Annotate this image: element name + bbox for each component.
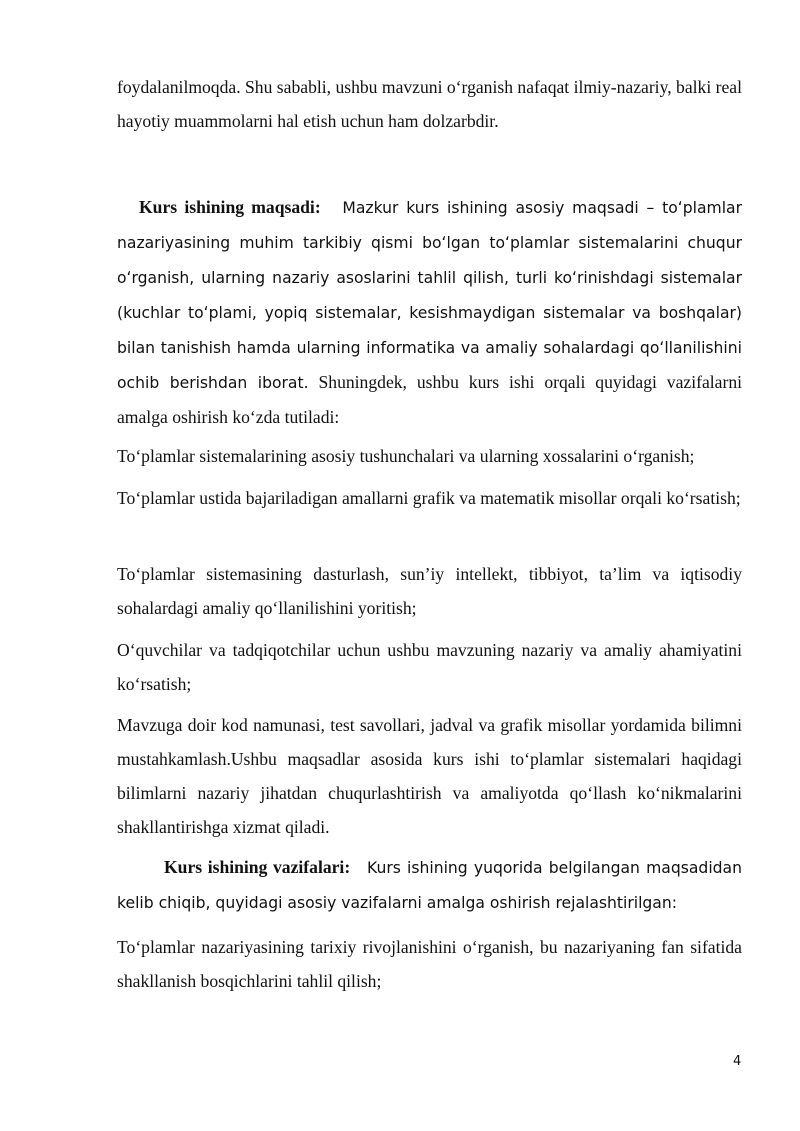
page-number: 4 xyxy=(733,1054,742,1069)
goal-body-sans: Mazkur kurs ishining asosiy maqsadi – toʻplamlar nazariyasining muhim tarkibiy qismi boʻlgan toʻplamlar sistemalarini chuqur oʻrganish, ularning nazariy asoslarini tahlil qilish, turli koʻrinishdagi sistemalar (kuchlar toʻplami, yopiq sistemalar, kesishmaydigan sistemalar va boshqalar) bilan tanishish hamda ularning informatika va amaliy sohalardagi qoʻllanilishini ochib berishdan iborat. xyxy=(117,199,742,392)
goal-item-5: Mavzuga doir kod namunasi, test savollari, jadval va grafik misollar yordamida bilimni mustahkamlash.Ushbu maqsadlar asosida kurs ishi to‘plamlar sistemalari haqidagi bilimlarni nazariy jihatdan chuqurlashtirish va amaliyotda qo‘llash ko‘nikmalarini shakllantirishga xizmat qiladi. xyxy=(117,715,742,837)
task-item-1: To‘plamlar nazariyasining tarixiy rivojlanishini o‘rganish, bu nazariyaning fan sifatida shakllanish bosqichlarini tahlil qilish; xyxy=(117,937,742,991)
tasks-paragraph xyxy=(117,850,742,920)
goal-item-2: To‘plamlar ustida bajariladigan amallarni grafik va matematik misollar orqali ko‘rsatish; xyxy=(117,488,741,508)
intro-paragraph: foydalanilmoqda. Shu sababli, ushbu mavzuni o‘rganish nafaqat ilmiy-nazariy, balki real hayotiy muammolarni hal etish uchun ham dolzarbdir. xyxy=(117,77,742,131)
goal-heading: Kurs ishining maqsadi: xyxy=(139,197,321,217)
goal-item-1: To‘plamlar sistemalarining asosiy tushunchalari va ularning xossalarini o‘rganish; xyxy=(117,446,695,466)
tasks-heading: Kurs ishining vazifalari: xyxy=(164,857,351,877)
goal-item-3: To‘plamlar sistemasining dasturlash, sun’iy intellekt, tibbiyot, ta’lim va iqtisodiy sohalardagi amaliy qo‘llanilishini yoritish; xyxy=(117,564,742,618)
goal-item-4: O‘quvchilar va tadqiqotchilar uchun ushbu mavzuning nazariy va amaliy ahamiyatini ko‘rsatish; xyxy=(117,640,742,694)
tasks-body-sans: Kurs ishining yuqorida belgilangan maqsadidan kelib chiqib, quyidagi asosiy vazifalarni amalga oshirish rejalashtirilgan: xyxy=(117,859,742,912)
goal-body-serif: Shuningdek, ushbu kurs ishi orqali quyidagi vazifalarni amalga oshirish koʻzda tutiladi: xyxy=(117,372,742,427)
goal-paragraph xyxy=(117,190,742,434)
